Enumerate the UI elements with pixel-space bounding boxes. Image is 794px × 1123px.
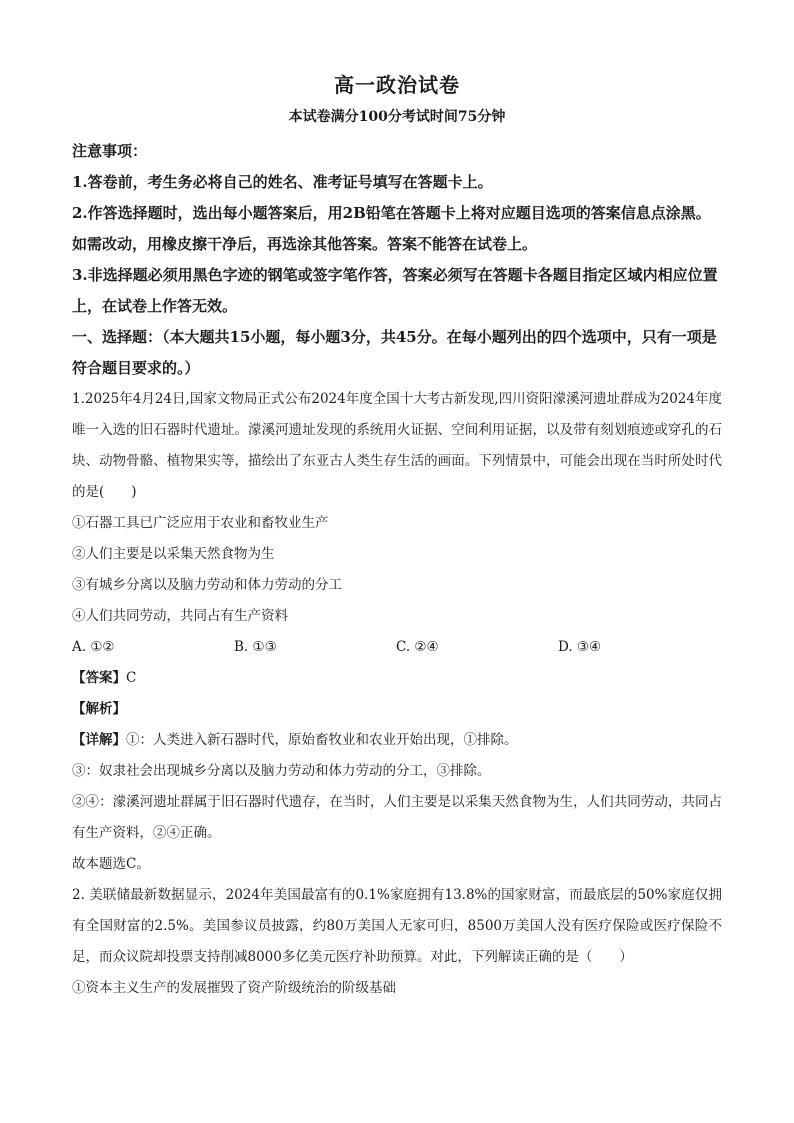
answer-value: C	[126, 670, 137, 686]
exam-subtitle: 本试卷满分100分考试时间75分钟	[288, 109, 506, 125]
options-row	[72, 632, 722, 663]
question-2	[72, 880, 722, 1004]
detail-text-1: ①：人类进入新石器时代，原始畜牧业和农业开始出现，①排除。	[126, 732, 518, 748]
analysis-line	[72, 694, 722, 725]
exam-title: 高一政治试卷	[334, 73, 460, 97]
statement-3: ③有城乡分离以及脑力劳动和体力劳动的分工	[72, 577, 342, 593]
option-a: A. ①②	[72, 639, 115, 655]
option-c: C. ②④	[396, 639, 439, 655]
detail-tag: 【详解】	[72, 732, 126, 748]
question-stem: 2. 美联储最新数据显示，2024年美国最富有的0.1%家庭拥有13.8%的国家财富，而最底层的50%家庭仅拥有全国财富的2.5%。美国参议员披露，约80万美国人无家可归，8500万美国人没有医疗保险或医疗保险不足，而众议院却投票支持削减8000多亿美元医疗补助预算。对此，下列解读正确的是（ ）	[72, 887, 722, 965]
section-heading: 一、选择题：（本大题共15小题，每小题3分，共45分。在每小题列出的四个选项中，只有一项是符合题目要求的。）	[72, 328, 717, 377]
question-stem: 1.2025年4月24日,国家文物局正式公布2024年度全国十大考古新发现,四川资阳濛溪河遗址群成为2024年度唯一入选的旧石器时代遗址。濛溪河遗址发现的系统用火证据、空间利用证据，以及带有刻划痕迹或穿孔的石块、动物骨骼、植物果实等，描绘出了东亚古人类生存生活的画面。下列情景中，可能会出现在当时所处时代的是( )	[72, 391, 722, 500]
conclusion-line: 故本题选C。	[72, 856, 150, 872]
statement-2: ②人们主要是以采集天然食物为生	[72, 546, 275, 562]
notice-heading: 注意事项：	[72, 142, 148, 160]
option-b: B. ①③	[234, 639, 277, 655]
notice-section	[72, 136, 722, 322]
statement-1: ①石器工具已广泛应用于农业和畜牧业生产	[72, 515, 329, 531]
detail-line-2: ③：奴隶社会出现城乡分离以及脑力劳动和体力劳动的分工，③排除。	[72, 763, 491, 779]
answer-line	[72, 663, 722, 694]
notice-item-2: 2.作答选择题时，选出每小题答案后，用2B铅笔在答题卡上将对应题目选项的答案信息点涂黑。如需改动，用橡皮擦干净后，再选涂其他答案。答案不能答在试卷上。	[72, 204, 711, 253]
answer-tag: 【答案】	[72, 670, 126, 686]
statement-1: ①资本主义生产的发展摧毁了资产阶级统治的阶级基础	[72, 980, 396, 996]
detail-line-1	[72, 725, 722, 756]
analysis-tag: 【解析】	[72, 701, 126, 717]
option-d: D. ③④	[558, 639, 602, 655]
exam-page	[72, 68, 722, 1004]
statement-4: ④人们共同劳动，共同占有生产资料	[72, 608, 288, 624]
notice-item-1: 1.答卷前，考生务必将自己的姓名、准考证号填写在答题卡上。	[72, 173, 493, 191]
notice-item-3: 3.非选择题必须用黑色字迹的钢笔或签字笔作答，答案必须写在答题卡各题目指定区域内相应位置上，在试卷上作答无效。	[72, 266, 718, 315]
detail-line-3: ②④：濛溪河遗址群属于旧石器时代遗存，在当时，人们主要是以采集天然食物为生，人们共同劳动，共同占有生产资料，②④正确。	[72, 794, 722, 841]
question-1	[72, 384, 722, 880]
